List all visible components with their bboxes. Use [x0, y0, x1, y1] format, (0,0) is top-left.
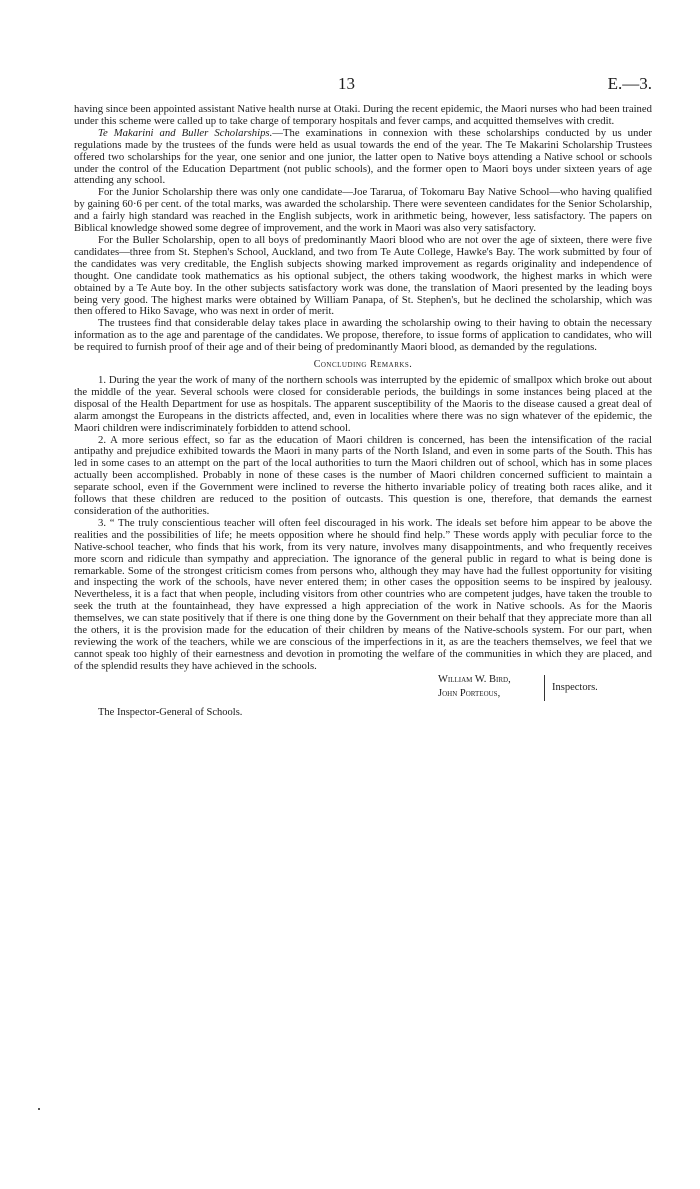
paragraph: having since been appointed assistant Native health nurse at Otaki. During the recent epidemic, the Maori nurses who had been trained under this scheme were called up to take charge of temporary hospitals and fever camps, and acquitted themselves with credit. [74, 103, 652, 127]
remark-paragraph: 3. “ The truly conscientious teacher will often feel discouraged in his work. The ideals set before him appear to be above the realities and the possibilities of life; he meets opposition where he should find help.” These words apply with peculiar force to the Native-school teacher, who finds that his work, from its very nature, involves many disappointments, and who frequently receives more scorn and ridicule than sympathy and appreciation. The ignorance of the general public in regard to what is being done is remarkable. Some of the strongest criticism comes from persons who, although they may have had the fullest opportunity for visiting and inspecting the work of the schools, have never entered them; in other cases the opposition seems to be inspired by jealousy. Nevertheless, it is a fact that when people, including visitors from other countries who are competent judges, have taken the trouble to seek the truth at the fountainhead, they have expressed a high appreciation of the work in Native schools. As for the Maoris themselves, we can state positively that if there is one thing done by the Government on their behalf that they appreciate more than all the others, it is the provision made for the education of their children by means of the Native-schools system. For our part, when reviewing the work of the teachers, while we are conscious of the imperfections in it, as are the teachers themselves, we feel that we cannot speak too highly of their earnestness and devotion in promoting the welfare of the communities in which they are placed, and of the splendid results they have achieved in the schools. [74, 516, 652, 672]
page-number: 13 [338, 74, 355, 93]
report-reference: E.—3. [607, 74, 652, 93]
brace-mark [544, 675, 549, 701]
paragraph: The trustees find that considerable delay takes place in awarding the scholarship owing to their having to obtain the necessary information as to the age and parentage of the candidates. We propose, therefore, to issue forms of application to candidates, who will be required to furnish proof of their age and of their being of predominantly Maori blood, as demanded by the regulations. [74, 317, 652, 354]
scholarships-paragraph [74, 128, 652, 188]
signatory-name: John Porteous, [438, 687, 501, 699]
document-page [74, 74, 652, 718]
signatory-names [438, 673, 511, 701]
signatory-name: William W. Bird, [438, 673, 511, 685]
remark-paragraph: 1. During the year the work of many of the northern schools was interrupted by the epidemic of smallpox which broke out about the middle of the year. Several schools were closed for considerable periods, the buildings in some instances being placed at the disposal of the Health Department for use as hospitals. The apparent susceptibility of the Maoris to the disease caused a great deal of alarm amongst the Europeans in the districts affected, and, even in localities where there was no sign whatever of the epidemic, the Maori children were indiscriminately forbidden to attend school. [74, 374, 652, 434]
signatory-role: Inspectors. [552, 681, 598, 693]
signature-block [74, 673, 652, 713]
remark-paragraph: 2. A more serious effect, so far as the education of Maori children is concerned, has been the intensification of the racial antipathy and prejudice exhibited towards the Maori in many parts of the North Island, and even in some parts of the South. This has led in some cases to an attempt on the part of the local authorities to turn the Maori children out of school, which has in some places actually been accomplished. Probably in none of these cases is the number of Maori children concerned sufficient to maintain a separate school, even if the Government were inclined to reverse the hitherto invariable policy of treating both races alike, and it follows that these children are reduced to the position of outcasts. This question is one, therefore, that demands the earnest consideration of the authorities. [74, 433, 652, 517]
paragraph: For the Junior Scholarship there was only one candidate—Joe Tararua, of Tokomaru Bay Native School—who having qualified by gaining 60·6 per cent. of the total marks, was awarded the scholarship. There were seventeen candidates for the Senior Scholarship, and a fairly high standard was reached in the English subjects, work in arithmetic being, however, less satisfactory. The papers on Biblical knowledge showed some degree of improvement, and the work in Maori was also very satisfactory. [74, 186, 652, 235]
paragraph: For the Buller Scholarship, open to all boys of predominantly Maori blood who are not over the age of sixteen, there were five candidates—three from St. Stephen's School, Auckland, and two from Te Aute College, Hawke's Bay. The work submitted by four of the candidates was very creditable, the English subjects showing marked improvement as regards originality and independence of thought. One candidate took mathematics as his optional subject, the others taking woodwork, the highest marks in which were obtained by a Te Aute boy. In the other subjects satisfactory work was done, the translation of Maori presented by the leading boys being very good. The highest marks were obtained by William Panapa, of St. Stephen's, but he declined the scholarship, which was then offered to Hiko Savage, who was next in order of merit. [74, 233, 652, 318]
paragraph-text: —The examinations in connexion with these scholarships conducted by us under regulations made by the trustees of the funds were held as usual towards the end of the year. The Te Makarini Scholarship Trustees offered two scholarships for the year, one senior and one junior, the latter open to Native boys attending a Native school or schools under the control of the Education Department (not public schools), and the former open to Maori boys under sixteen years of age attending any school. [74, 126, 652, 187]
margin-mark [38, 1108, 40, 1110]
section-heading: Concluding Remarks. [313, 359, 413, 371]
addressee: The Inspector-General of Schools. [98, 706, 243, 718]
scholarships-title: Te Makarini and Buller Scholarships. [98, 126, 273, 139]
page-header [74, 74, 652, 104]
